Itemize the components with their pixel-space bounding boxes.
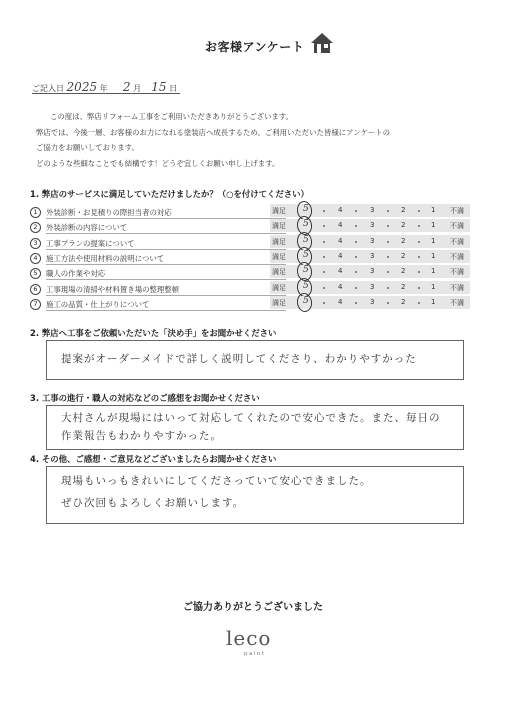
scale-dot [355, 256, 357, 258]
section4-answer-line: 現場もいっもきれいにしてくださっていて安心できました。 [61, 475, 372, 487]
intro-text [36, 109, 391, 171]
scale-dot [355, 287, 357, 289]
question-underline [46, 233, 286, 234]
question-label: 外装診断・お見積りの際担当者の対応 [46, 208, 172, 217]
scale-dot [387, 271, 389, 273]
rating-option-3: 3 [370, 221, 375, 230]
question-row [30, 221, 470, 235]
rating-option-3: 3 [370, 206, 375, 214]
rating-option-1: 1 [431, 206, 436, 214]
scale-dot [418, 256, 420, 258]
question-row [30, 206, 470, 220]
date-label: ご記入日 [32, 84, 64, 93]
question-number: 2 [30, 222, 41, 233]
rating-option-2: 2 [401, 206, 406, 214]
scale-dot [323, 225, 325, 227]
scale-dot [323, 210, 325, 212]
rating-option-2: 2 [401, 297, 406, 306]
question-row [30, 249, 470, 266]
question-row [30, 280, 470, 297]
scale-dot [323, 241, 325, 243]
question-label: 外装診断の内容について [46, 223, 128, 233]
thanks-message: ご協力ありがとうございました [183, 602, 323, 613]
section2-heading: 2. 弊店へ工事をご依頼いただいた「決め手」をお聞かせください [30, 328, 277, 338]
intro-line: この度は、弊店リフォーム工事をご利用いただきありがとうございます。 [50, 112, 293, 121]
section3-heading: 3. 工事の進行・職人の対応などのご感想をお聞かせください [30, 393, 260, 403]
question-row [30, 234, 470, 251]
scale-dot [355, 210, 357, 212]
scale-max-label: 満足 [272, 268, 286, 277]
scale-dot [387, 210, 389, 212]
scale-dot [323, 271, 325, 273]
scale-dot [387, 225, 389, 227]
intro-line: 弊店では、今後一層、お客様のお力になれる塗装店へ成長するため、ご利用いただいた皆様にアンケートの [36, 127, 391, 137]
scale-dot [418, 271, 420, 273]
scale-min-label: 不満 [450, 298, 464, 307]
scale-dot [355, 302, 357, 304]
page-title: お客様アンケート [205, 40, 305, 54]
rating-option-2: 2 [401, 236, 406, 245]
scale-dot [323, 256, 325, 258]
section3-answer-line: 大村さんが現場にはいって対応してくれたので安心できた。また、毎日の [61, 412, 441, 424]
scale-dot [387, 241, 389, 243]
scale-dot [355, 225, 357, 227]
rating-option-3: 3 [370, 297, 375, 306]
rating-option-5: 5 [303, 295, 309, 306]
rating-option-4: 4 [338, 236, 343, 245]
rating-option-3: 3 [370, 236, 375, 245]
rating-option-5: 5 [303, 204, 309, 214]
scale-min-label: 不満 [450, 207, 464, 215]
question-underline [46, 295, 286, 296]
question-number: 1 [30, 207, 41, 218]
logo-sub: paint [244, 651, 266, 657]
question-row [30, 267, 470, 281]
section4-answer-box [46, 466, 464, 524]
scale-min-label: 不満 [450, 222, 464, 231]
question-underline [46, 218, 286, 219]
rating-option-1: 1 [431, 267, 436, 276]
date-underline [32, 93, 180, 94]
rating-option-5: 5 [303, 234, 309, 245]
question-label: 職人の作業や対応 [46, 269, 106, 279]
question-number: 3 [30, 238, 41, 249]
date-year-unit: 年 [99, 84, 108, 93]
question-number: 7 [30, 299, 41, 310]
scale-max-label: 満足 [272, 252, 286, 261]
intro-line: ご協力をお願いしております。 [36, 143, 139, 152]
rating-option-1: 1 [431, 251, 436, 260]
question-label: 施工方法や使用材料の説明について [46, 253, 165, 263]
scale-dot [387, 287, 389, 289]
scale-min-label: 不満 [450, 283, 464, 292]
question-label: 施工の品質・仕上がりについて [46, 299, 150, 309]
scale-max-label: 満足 [272, 222, 286, 231]
scale-dot [418, 302, 420, 304]
section3-answer-line: 作業報告もわかりやすかった。 [61, 430, 222, 442]
rating-option-4: 4 [338, 251, 343, 260]
rating-option-4: 4 [338, 282, 343, 291]
scale-dot [355, 271, 357, 273]
question-underline [46, 310, 286, 311]
question-label: 工事現場の清掃や材料置き場の整理整頓 [46, 284, 180, 294]
rating-option-1: 1 [431, 221, 436, 230]
scale-max-label: 満足 [272, 298, 286, 307]
scale-dot [323, 287, 325, 289]
date-year: 2025 [66, 80, 98, 94]
scale-max-label: 満足 [272, 237, 286, 246]
section4-answer-line: ぜひ次回もよろしくお願いします。 [61, 497, 245, 509]
date-day-unit: 日 [169, 84, 178, 93]
scale-dot [418, 241, 420, 243]
scale-dot [323, 302, 325, 304]
rating-option-4: 4 [338, 221, 343, 230]
section2-answer: 提案がオーダーメイドで詳しく説明してくださり、わかりやすかった [61, 353, 417, 365]
section3-answer-box [46, 405, 464, 450]
rating-option-5: 5 [303, 265, 309, 276]
date-month: 2 [122, 80, 131, 94]
scale-max-label: 満足 [272, 283, 286, 292]
section4-heading: 4. その他、ご感想・ご意見などございましたらお聞かせください [30, 454, 277, 464]
question-row [30, 295, 470, 312]
date-month-unit: 月 [133, 84, 142, 93]
scale-dot [418, 287, 420, 289]
question-underline [46, 264, 286, 265]
scale-dot [355, 241, 357, 243]
question-number: 4 [30, 253, 41, 264]
scale-min-label: 不満 [450, 237, 464, 246]
rating-option-3: 3 [370, 282, 375, 291]
section1-heading: 1. 弊店のサービスに満足していただけましたか？（○を付けてください） [30, 189, 309, 199]
rating-option-2: 2 [401, 267, 406, 276]
rating-option-3: 3 [370, 267, 375, 276]
rating-option-1: 1 [431, 297, 436, 306]
date-field [32, 80, 177, 94]
rating-option-2: 2 [401, 282, 406, 291]
question-number: 6 [30, 284, 41, 295]
rating-option-2: 2 [401, 221, 406, 230]
rating-option-4: 4 [338, 267, 343, 276]
company-logo [226, 626, 286, 662]
rating-option-2: 2 [401, 251, 406, 260]
rating-option-4: 4 [338, 206, 343, 214]
scale-max-label: 満足 [272, 207, 286, 215]
section2-answer-box [46, 340, 464, 380]
rating-option-1: 1 [431, 236, 436, 245]
rating-option-5: 5 [303, 219, 309, 230]
rating-option-3: 3 [370, 251, 375, 260]
logo-main: leco [226, 626, 272, 650]
rating-option-4: 4 [338, 297, 343, 306]
question-underline [46, 249, 286, 250]
scale-dot [418, 210, 420, 212]
question-label: 工事プランの提案について [46, 238, 135, 248]
scale-min-label: 不満 [450, 252, 464, 261]
rating-option-5: 5 [303, 280, 309, 291]
house-icon [310, 32, 334, 54]
scale-dot [418, 225, 420, 227]
rating-option-1: 1 [431, 282, 436, 291]
question-number: 5 [30, 268, 41, 279]
question-underline [46, 279, 286, 280]
scale-min-label: 不満 [450, 268, 464, 277]
intro-line: どのような些細なことでも結構です！どうぞ宜しくお願い申し上げます。 [36, 158, 280, 168]
rating-option-5: 5 [303, 249, 309, 260]
scale-dot [387, 302, 389, 304]
date-day: 15 [151, 80, 167, 94]
scale-dot [387, 256, 389, 258]
